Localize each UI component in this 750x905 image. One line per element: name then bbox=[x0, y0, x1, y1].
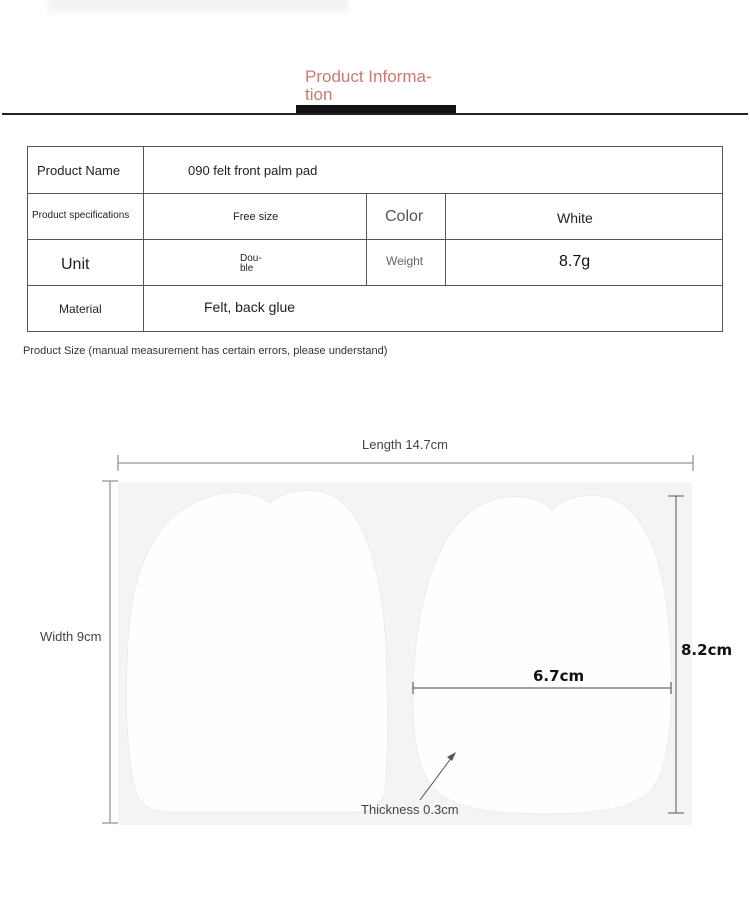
unit-value-line2: ble bbox=[240, 263, 254, 274]
felt-texture-right bbox=[413, 495, 672, 814]
length-label: Length 14.7cm bbox=[362, 437, 449, 452]
length-dimension-line bbox=[118, 455, 693, 471]
section-title-line1: Product Informa- bbox=[305, 67, 432, 86]
color-label: Color bbox=[385, 208, 424, 225]
width-dimension-line bbox=[102, 481, 118, 823]
inner-width-label: 6.7cm bbox=[533, 667, 585, 685]
product-name-label: Product Name bbox=[37, 163, 121, 178]
height-label: 8.2cm bbox=[681, 641, 733, 659]
color-value: White bbox=[557, 210, 593, 226]
felt-texture-left bbox=[126, 490, 387, 812]
unit-value-line1: Dou- bbox=[240, 253, 262, 264]
width-label: Width 9cm bbox=[40, 629, 102, 644]
weight-value: 8.7g bbox=[559, 253, 591, 270]
spec-label: Product specifications bbox=[32, 210, 130, 221]
section-title-line2: tion bbox=[305, 85, 333, 104]
spec-value: Free size bbox=[233, 211, 279, 223]
product-name-value: 090 felt front palm pad bbox=[188, 163, 318, 178]
weight-label: Weight bbox=[386, 254, 424, 268]
thickness-label: Thickness 0.3cm bbox=[361, 802, 459, 817]
material-value: Felt, back glue bbox=[204, 299, 296, 315]
material-label: Material bbox=[59, 302, 102, 316]
size-caption: Product Size (manual measurement has certain errors, please understand) bbox=[23, 345, 388, 357]
unit-label: Unit bbox=[61, 256, 90, 273]
